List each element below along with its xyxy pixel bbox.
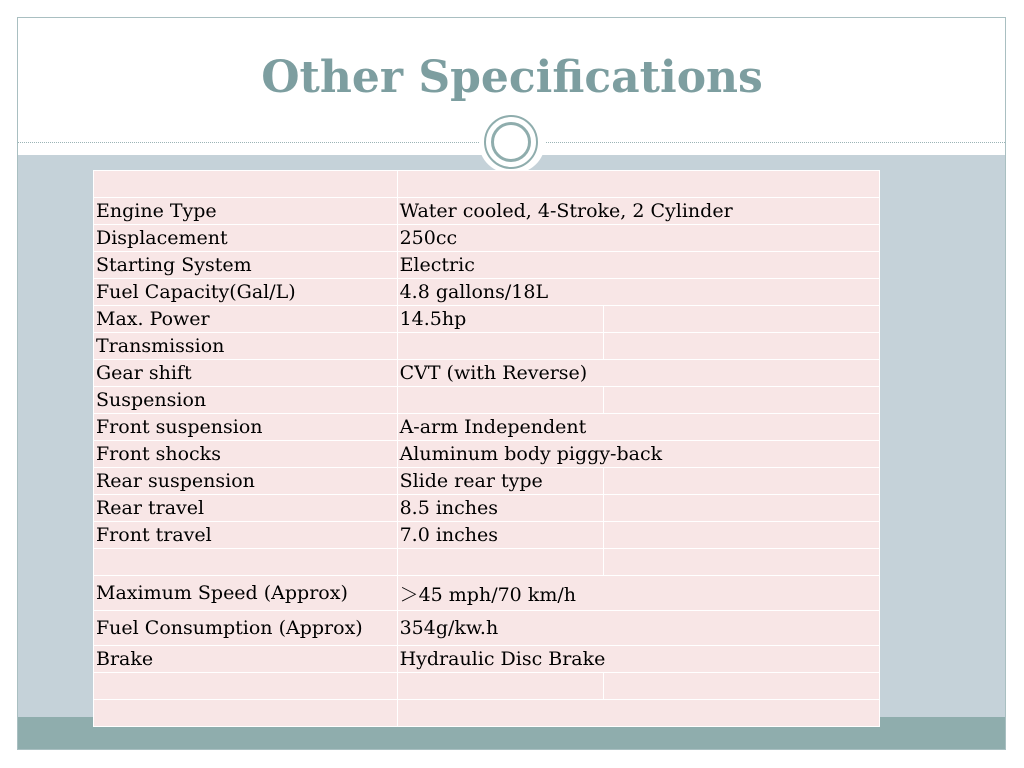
table-row [94,333,880,360]
specifications-table [93,170,880,727]
spec-empty-cell [604,673,880,700]
table-row [94,611,880,646]
spec-label: Rear travel [94,495,398,522]
spec-label: Gear shift [94,360,398,387]
table-row [94,306,880,333]
spec-label: Front travel [94,522,398,549]
ring-ornament-inner [491,122,531,162]
spec-empty-cell [604,306,880,333]
spec-label: Brake [94,646,398,673]
spec-label: Starting System [94,252,398,279]
spec-label: Engine Type [94,198,398,225]
spec-label [94,700,398,727]
spec-value: Hydraulic Disc Brake [397,646,879,673]
spec-value: 7.0 inches [397,522,603,549]
table-row [94,646,880,673]
table-row [94,468,880,495]
spec-value: 4.8 gallons/18L [397,279,879,306]
spec-empty-cell [604,387,880,414]
table-row [94,700,880,727]
spec-value: A-arm Independent [397,414,879,441]
table-row [94,576,880,611]
table-row [94,414,880,441]
spec-value: 354g/kw.h [397,611,879,646]
spec-value: ＞45 mph/70 km/h [397,576,879,611]
spec-value [397,700,879,727]
spec-label: Maximum Speed (Approx) [94,576,398,611]
spec-label: Suspension [94,387,398,414]
spec-empty-cell [604,495,880,522]
spec-value: Water cooled, 4-Stroke, 2 Cylinder [397,198,879,225]
spec-label: Max. Power [94,306,398,333]
spec-label: Fuel Capacity(Gal/L) [94,279,398,306]
table-row [94,441,880,468]
spec-value [397,171,879,198]
spec-value: Electric [397,252,879,279]
spec-value: Slide rear type [397,468,603,495]
table-row [94,198,880,225]
spec-value [397,333,603,360]
spec-label [94,673,398,700]
spec-label: Transmission [94,333,398,360]
spec-empty-cell [604,549,880,576]
spec-value: 8.5 inches [397,495,603,522]
spec-label: Rear suspension [94,468,398,495]
spec-label: Displacement [94,225,398,252]
spec-value [397,549,603,576]
table-row [94,360,880,387]
spec-value: 250cc [397,225,879,252]
table-row [94,387,880,414]
table-row [94,279,880,306]
spec-empty-cell [604,522,880,549]
spec-value [397,387,603,414]
spec-label: Front suspension [94,414,398,441]
spec-label [94,549,398,576]
spec-value [397,673,603,700]
spec-label: Fuel Consumption (Approx) [94,611,398,646]
spec-label [94,171,398,198]
slide-title: Other Specifications [261,52,763,103]
spec-empty-cell [604,468,880,495]
table-row [94,673,880,700]
spec-value: Aluminum body piggy-back [397,441,879,468]
spec-empty-cell [604,333,880,360]
table-row [94,549,880,576]
spec-value: CVT (with Reverse) [397,360,879,387]
table-row [94,252,880,279]
table-row [94,225,880,252]
table-row [94,522,880,549]
table-row [94,171,880,198]
spec-label: Front shocks [94,441,398,468]
table-row [94,495,880,522]
spec-value: 14.5hp [397,306,603,333]
